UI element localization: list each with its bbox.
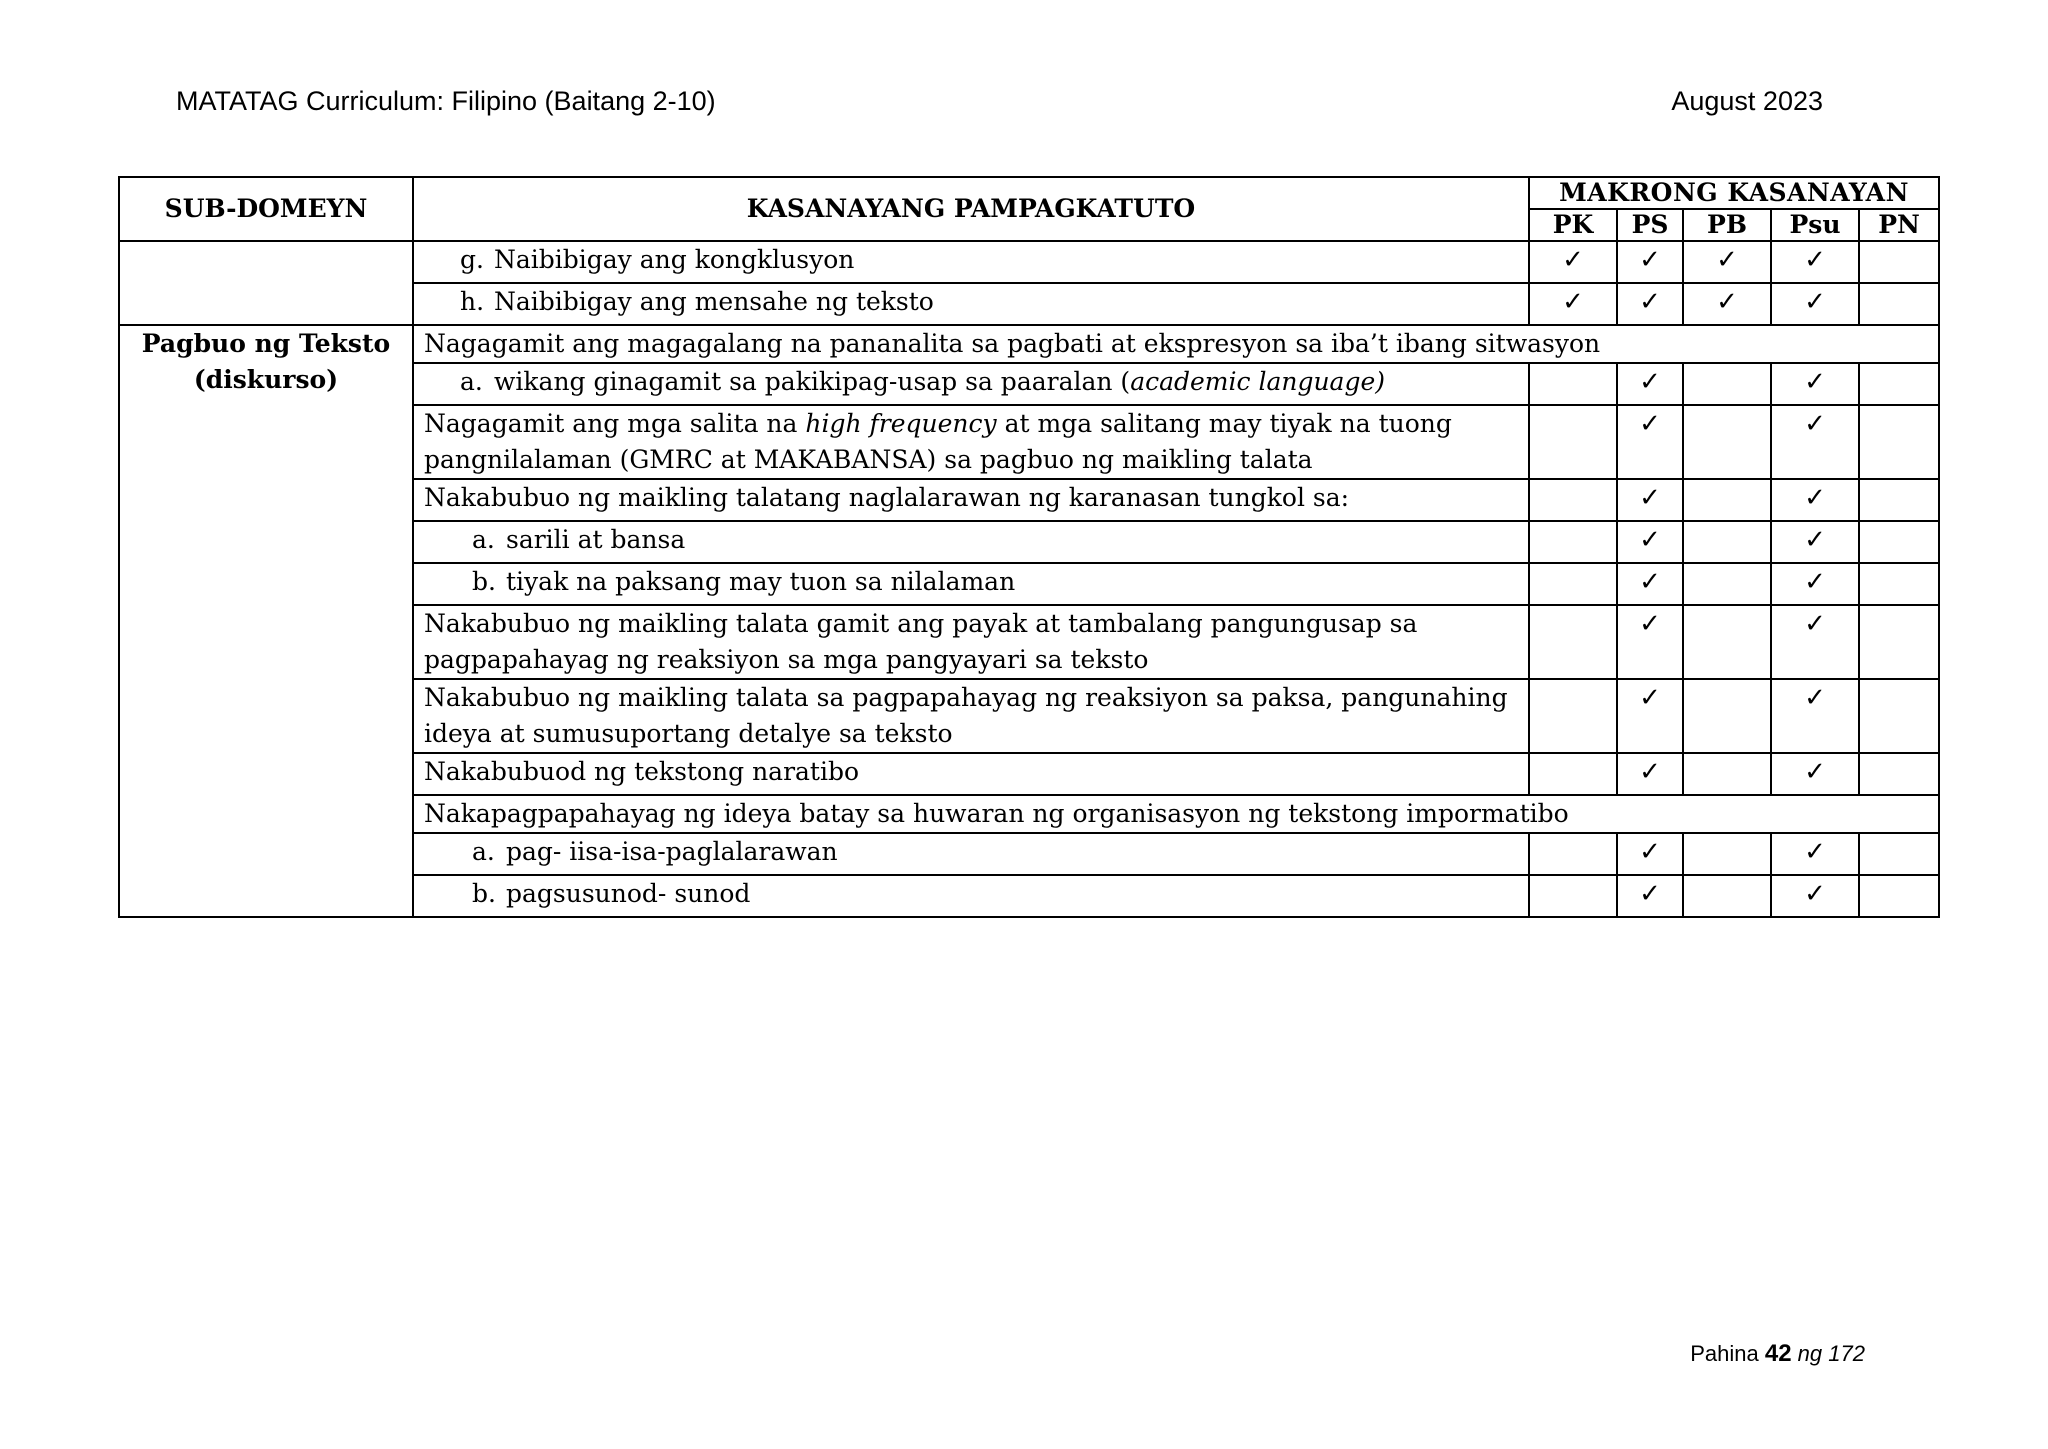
check-cell (1529, 241, 1617, 283)
check-mark-icon: ✓ (1639, 409, 1661, 439)
check-cell (1529, 521, 1617, 563)
competency-table (118, 176, 1940, 918)
check-mark-icon: ✓ (1639, 483, 1661, 513)
header-code-pb: PB (1683, 209, 1771, 241)
check-cell (1683, 283, 1771, 325)
check-mark-icon: ✓ (1716, 287, 1738, 317)
check-cell (1771, 563, 1859, 605)
check-cell (1859, 679, 1939, 753)
check-mark-icon: ✓ (1804, 525, 1826, 555)
subdomain-name: Pagbuo ng Teksto (141, 329, 391, 358)
subdomain-cell (119, 325, 413, 917)
check-mark-icon: ✓ (1562, 245, 1584, 275)
check-cell (1859, 605, 1939, 679)
check-cell (1771, 753, 1859, 795)
check-mark-icon: ✓ (1639, 245, 1661, 275)
check-cell (1683, 679, 1771, 753)
competency-cell-full: Nakapagpapahayag ng ideya batay sa huwaran ng organisasyon ng tekstong impormatibo (413, 795, 1939, 833)
check-mark-icon: ✓ (1562, 287, 1584, 317)
document-date: August 2023 (1671, 86, 1823, 116)
check-cell (1859, 875, 1939, 917)
page-number: Pahina 42 ng 172 (1690, 1340, 1865, 1367)
check-mark-icon: ✓ (1639, 757, 1661, 787)
check-mark-icon: ✓ (1804, 367, 1826, 397)
check-cell (1617, 479, 1683, 521)
check-cell (1529, 563, 1617, 605)
check-cell (1683, 363, 1771, 405)
competency-cell: Nakabubuo ng maikling talatang naglalarawan ng karanasan tungkol sa: (413, 479, 1529, 521)
check-cell (1859, 479, 1939, 521)
competency-cell: a. sarili at bansa (413, 521, 1529, 563)
check-cell (1683, 521, 1771, 563)
header-subdomain: SUB-DOMEYN (119, 177, 413, 241)
check-mark-icon: ✓ (1804, 683, 1826, 713)
competency-cell: g. Naibibigay ang kongklusyon (413, 241, 1529, 283)
check-mark-icon: ✓ (1639, 837, 1661, 867)
table-row (119, 241, 1939, 283)
header-macro-skills: MAKRONG KASANAYAN (1529, 177, 1939, 209)
check-mark-icon: ✓ (1804, 409, 1826, 439)
check-cell (1859, 753, 1939, 795)
check-cell (1683, 479, 1771, 521)
header-code-pn: PN (1859, 209, 1939, 241)
check-cell (1529, 875, 1617, 917)
check-cell (1683, 563, 1771, 605)
check-cell (1617, 241, 1683, 283)
check-cell (1683, 405, 1771, 479)
check-mark-icon: ✓ (1639, 879, 1661, 909)
check-cell (1771, 833, 1859, 875)
check-cell (1859, 363, 1939, 405)
check-cell (1617, 363, 1683, 405)
check-mark-icon: ✓ (1804, 245, 1826, 275)
check-cell (1859, 563, 1939, 605)
check-cell (1683, 833, 1771, 875)
check-cell (1529, 363, 1617, 405)
competency-cell: a. pag- iisa-isa-paglalarawan (413, 833, 1529, 875)
check-cell (1683, 605, 1771, 679)
check-cell (1529, 833, 1617, 875)
check-cell (1859, 405, 1939, 479)
check-cell (1771, 241, 1859, 283)
check-cell (1529, 679, 1617, 753)
check-mark-icon: ✓ (1804, 483, 1826, 513)
competency-cell: Nakabubuo ng maikling talata gamit ang payak at tambalang pangungusap sa pagpapahayag ng reaksiyon sa mga pangyayari sa teksto (413, 605, 1529, 679)
competency-cell: Nakabubuod ng tekstong naratibo (413, 753, 1529, 795)
check-mark-icon: ✓ (1639, 525, 1661, 555)
competency-cell: Nagagamit ang mga salita na high frequency at mga salitang may tiyak na tuong pangnilalaman (GMRC at MAKABANSA) sa pagbuo ng maikling talata (413, 405, 1529, 479)
check-cell (1617, 283, 1683, 325)
check-cell (1529, 753, 1617, 795)
check-mark-icon: ✓ (1804, 609, 1826, 639)
check-cell (1771, 405, 1859, 479)
check-cell (1617, 833, 1683, 875)
check-cell (1617, 679, 1683, 753)
check-mark-icon: ✓ (1804, 567, 1826, 597)
check-mark-icon: ✓ (1804, 837, 1826, 867)
check-mark-icon: ✓ (1804, 757, 1826, 787)
check-cell (1529, 283, 1617, 325)
check-cell (1683, 875, 1771, 917)
check-cell (1771, 605, 1859, 679)
check-mark-icon: ✓ (1639, 683, 1661, 713)
check-cell (1529, 479, 1617, 521)
header-code-ps: PS (1617, 209, 1683, 241)
check-cell (1859, 241, 1939, 283)
check-cell (1617, 563, 1683, 605)
subdomain-qualifier: (diskurso) (193, 365, 339, 394)
check-cell (1683, 241, 1771, 283)
check-mark-icon: ✓ (1639, 287, 1661, 317)
check-mark-icon: ✓ (1639, 567, 1661, 597)
competency-cell: b. tiyak na paksang may tuon sa nilalaman (413, 563, 1529, 605)
check-cell (1859, 283, 1939, 325)
check-mark-icon: ✓ (1639, 367, 1661, 397)
check-cell (1617, 875, 1683, 917)
header-code-pk: PK (1529, 209, 1617, 241)
check-cell (1617, 521, 1683, 563)
subdomain-cell-empty (119, 241, 413, 325)
check-cell (1529, 605, 1617, 679)
check-cell (1771, 283, 1859, 325)
header-code-psu: Psu (1771, 209, 1859, 241)
competency-cell: a. wikang ginagamit sa pakikipag-usap sa paaralan (academic language) (413, 363, 1529, 405)
competency-cell: b. pagsusunod- sunod (413, 875, 1529, 917)
competency-cell-full: Nagagamit ang magagalang na pananalita sa pagbati at ekspresyon sa iba’t ibang sitwasyon (413, 325, 1939, 363)
check-cell (1617, 405, 1683, 479)
check-cell (1617, 753, 1683, 795)
header-competency: KASANAYANG PAMPAGKATUTO (413, 177, 1529, 241)
check-mark-icon: ✓ (1716, 245, 1738, 275)
check-cell (1617, 605, 1683, 679)
check-mark-icon: ✓ (1804, 879, 1826, 909)
check-cell (1771, 679, 1859, 753)
check-mark-icon: ✓ (1804, 287, 1826, 317)
competency-cell: Nakabubuo ng maikling talata sa pagpapahayag ng reaksiyon sa paksa, pangunahing ideya at sumusuportang detalye sa teksto (413, 679, 1529, 753)
check-cell (1771, 521, 1859, 563)
check-cell (1771, 363, 1859, 405)
check-cell (1771, 875, 1859, 917)
check-cell (1859, 833, 1939, 875)
document-title: MATATAG Curriculum: Filipino (Baitang 2-10) (176, 86, 716, 116)
check-cell (1529, 405, 1617, 479)
table-row (119, 325, 1939, 363)
check-cell (1859, 521, 1939, 563)
check-mark-icon: ✓ (1639, 609, 1661, 639)
competency-cell: h. Naibibigay ang mensahe ng teksto (413, 283, 1529, 325)
check-cell (1771, 479, 1859, 521)
check-cell (1683, 753, 1771, 795)
